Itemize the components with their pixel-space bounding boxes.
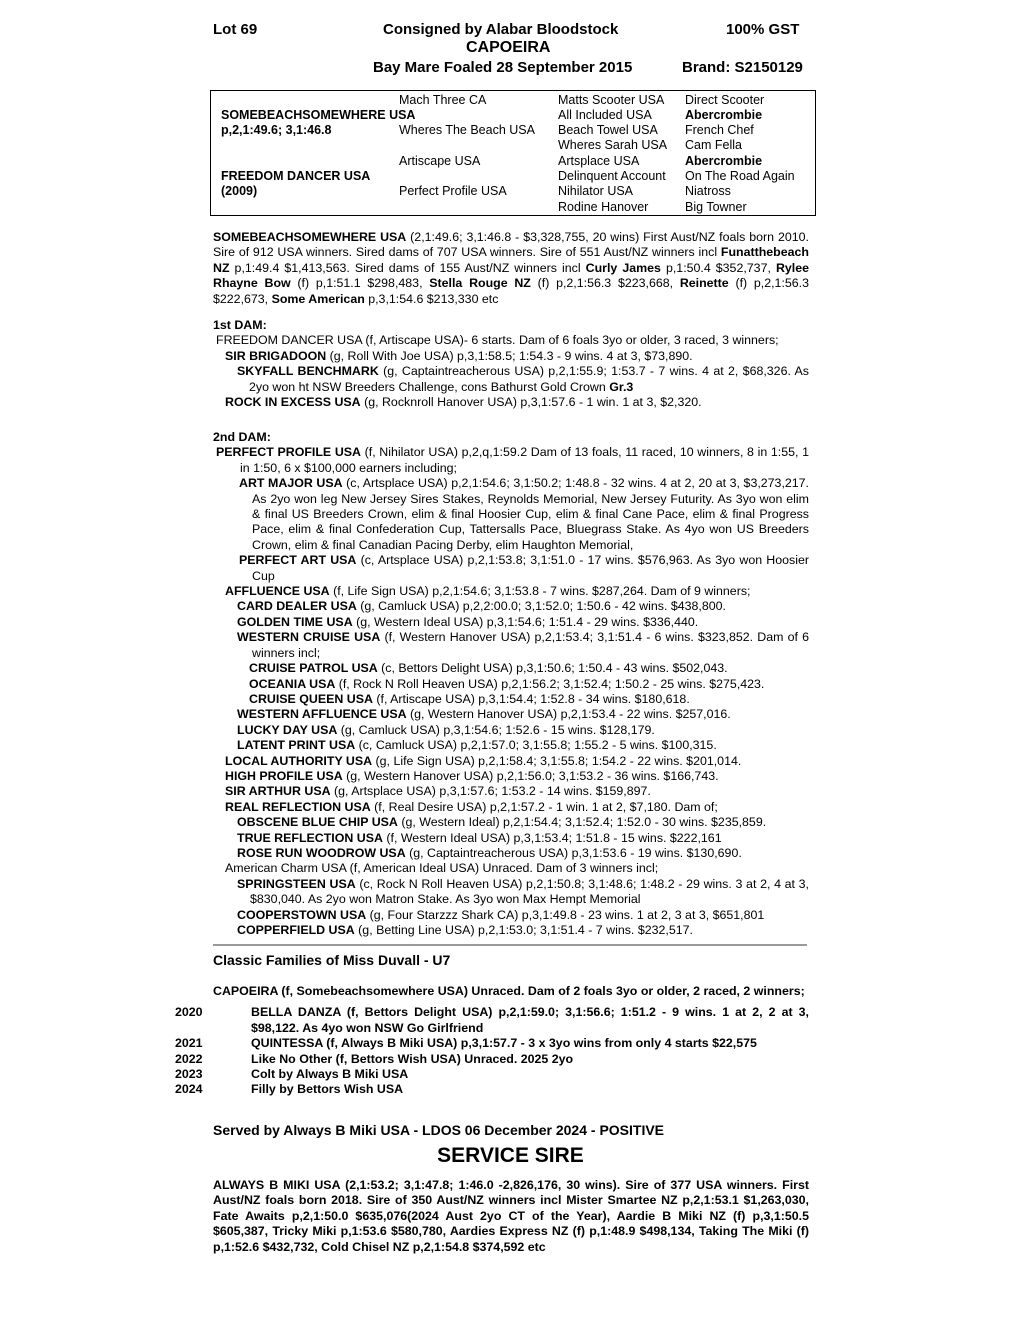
pedigree-g4: Big Towner	[685, 200, 747, 214]
third-gen-foal: TRUE REFLECTION USA (f, Western Ideal USA) p,3,1:53.4; 1:51.8 - 15 wins. $222,161	[237, 830, 722, 845]
second-dam-foal: AFFLUENCE USA (f, Life Sign USA) p,2,1:54.6; 3,1:53.8 - 7 wins. $287,264. Dam of 9 winners;	[225, 584, 751, 599]
second-dam-foal: REAL REFLECTION USA (f, Real Desire USA) p,2,1:57.2 - 1 win. 1 at 2, $7,180. Dam of;	[225, 799, 718, 814]
fourth-gen-foal: OCEANIA USA (f, Rock N Roll Heaven USA) p,2,1:56.2; 3,1:52.4; 1:50.2 - 25 wins. $275,423.	[249, 676, 765, 691]
pedigree-g2: Wheres The Beach USA	[399, 123, 535, 137]
pedigree-g4: Abercrombie	[685, 154, 763, 168]
consignor: Consigned by Alabar Bloodstock	[383, 21, 619, 38]
sire-text: p,1:50.4 $352,737,	[660, 260, 776, 275]
third-gen-foal: ROSE RUN WOODROW USA (g, Captaintreacherous USA) p,3,1:53.6 - 19 wins. $130,690.	[237, 845, 742, 860]
first-dam-intro: FREEDOM DANCER USA (f, Artiscape USA)- 6 starts. Dam of 6 foals 3yo or older, 3 raced, 3 winners;	[216, 333, 779, 348]
sire-text: p,1:49.4 $1,413,563. Sired dams of 155 Aust/NZ winners incl	[229, 260, 586, 275]
family-section	[175, 984, 809, 1098]
third-gen-foal: COOPERSTOWN USA (g, Four Starzzz Shark CA) p,3,1:49.8 - 23 wins. 1 at 2, 3 at 3, $651,801	[237, 907, 765, 922]
third-gen-foal: GOLDEN TIME USA (g, Western Ideal USA) p,3,1:54.6; 1:51.4 - 29 wins. $336,440.	[237, 614, 699, 629]
sire-progeny: Rylee Rhayne Bow	[213, 260, 810, 291]
pedigree-g2: Artiscape USA	[399, 154, 481, 168]
gst-status: 100% GST	[726, 21, 800, 38]
sire-text: p,3,1:54.6 $213,330 etc	[364, 291, 499, 306]
pedigree-sire: SOMEBEACHSOMEWHERE USA	[221, 108, 416, 122]
first-dam-heading: 1st DAM:	[213, 318, 267, 332]
second-dam-foal: HIGH PROFILE USA (g, Western Hanover USA) p,2,1:56.0; 3,1:53.2 - 36 wins. $166,743.	[225, 768, 719, 783]
foal-entry: 2021 QUINTESSA (f, Always B Miki USA) p,3,1:57.7 - 3 x 3yo wins from only 4 starts $22,575	[175, 1036, 757, 1051]
second-dam-foal: LOCAL AUTHORITY USA (g, Life Sign USA) p,2,1:58.4; 3,1:55.8; 1:54.2 - 22 wins. $201,014.	[225, 753, 742, 768]
first-dam-foal: SKYFALL BENCHMARK (g, Captaintreacherous USA) p,2,1:55.9; 1:53.7 - 7 wins. 4 at 2, $68,326. As 2yo won ht NSW Breeders Challenge, cons Bathurst Gold Crown Gr.3	[237, 364, 810, 394]
pedigree-dam-year: (2009)	[221, 184, 258, 198]
family-title: Classic Families of Miss Duvall - U7	[213, 952, 451, 968]
horse-name: CAPOEIRA	[466, 39, 551, 56]
pedigree-g3: Wheres Sarah USA	[558, 138, 668, 152]
sire-progeny: Some American	[271, 291, 365, 306]
second-dam-intro: PERFECT PROFILE USA (f, Nihilator USA) p,2,q,1:59.2 Dam of 13 foals, 11 raced, 10 winners, 8 in 1:55, 1 in 1:50, 6 x $100,000 earners including;	[216, 445, 809, 475]
second-dam-foal: American Charm USA (f, American Ideal USA) Unraced. Dam of 3 winners incl;	[225, 861, 659, 876]
third-gen-foal: LUCKY DAY USA (g, Camluck USA) p,3,1:54.6; 1:52.6 - 15 wins. $128,179.	[237, 722, 655, 737]
first-dam-section	[213, 318, 809, 410]
pedigree-g4: French Chef	[685, 123, 754, 137]
pedigree-g4: Niatross	[685, 184, 731, 198]
second-dam-foal: ART MAJOR USA (c, Artsplace USA) p,2,1:54.6; 3,1:50.2; 1:48.8 - 32 wins. 4 at 2, 20 at 3, $3,273,217. As 2yo won leg New Jersey Sires Stakes, Reynolds Memorial, New Jersey Futurity. As 3yo won elim & final US Breeders Crown, elim & final Hoosier Cup, elim & final Cane Pace, elim & final Progress Pace, elim & final Confederation Cup, Tattersalls Pace, Bluegrass Stake. As 4yo won US Breeders Crown, elim & final Canadian Pacing Derby, elim Haughton Memorial,	[239, 476, 810, 552]
third-gen-foal: SPRINGSTEEN USA (c, Rock N Roll Heaven USA) p,2,1:50.8; 3,1:48.6; 1:48.2 - 29 wins. 3 at 2, 4 at 3, $830,040. As 2yo won Matron Stake. As 3yo won Max Hempt Memorial	[237, 876, 810, 907]
horse-description: Bay Mare Foaled 28 September 2015	[373, 59, 633, 76]
pedigree-g3: Delinquent Account	[558, 169, 666, 183]
section-divider	[213, 944, 807, 946]
third-gen-foal: OBSCENE BLUE CHIP USA (g, Western Ideal) p,2,1:54.4; 3,1:52.4; 1:52.0 - 30 wins. $235,859.	[237, 815, 767, 830]
third-gen-foal: COPPERFIELD USA (g, Betting Line USA) p,2,1:53.0; 3,1:51.4 - 7 wins. $232,517.	[237, 923, 693, 937]
pedigree-g3: All Included USA	[558, 108, 652, 122]
brand-number: Brand: S2150129	[682, 59, 803, 76]
pedigree-g2: Perfect Profile USA	[399, 184, 507, 198]
sire-progeny: Stella Rouge NZ	[429, 276, 531, 291]
service-sire-text: ALWAYS B MIKI USA (2,1:53.2; 3,1:47.8; 1:46.0 -2,826,176, 30 wins). Sire of 377 USA winners. First Aust/NZ foals born 2018. Sire of 350 Aust/NZ winners incl Mister Smartee NZ p,2,1:53.1 $1,263,030, Fate Awaits p,2,1:50.0 $635,076(2024 Aust 2yo CT of the Year), Aardie B Miki NZ (f) p,3,1:50.5 $605,387, Tricky Miki p,1:53.6 $580,780, Aardies Express NZ (f) p,1:48.9 $498,134, Taking The Miki (f) p,1:52.6 $432,732, Cold Chisel NZ p,2,1:54.8 $374,592 etc	[213, 1178, 809, 1254]
pedigree-g4: Cam Fella	[685, 138, 742, 152]
lot-number: Lot 69	[213, 21, 258, 38]
third-gen-foal: CARD DEALER USA (g, Camluck USA) p,2,2:00.0; 3,1:52.0; 1:50.6 - 42 wins. $438,800.	[237, 599, 726, 614]
third-gen-foal: WESTERN CRUISE USA (f, Western Hanover USA) p,2,1:53.4; 3,1:51.4 - 6 wins. $323,852. Dam of 6 winners incl;	[237, 630, 809, 660]
third-gen-foal: LATENT PRINT USA (c, Camluck USA) p,2,1:57.0; 3,1:55.8; 1:55.2 - 5 wins. $100,315.	[237, 738, 717, 753]
pedigree-g3: Beach Towel USA	[558, 123, 658, 137]
pedigree-g3: Matts Scooter USA	[558, 93, 665, 107]
service-sire-heading: SERVICE SIRE	[437, 1144, 584, 1167]
sire-text: (f) p,2,1:56.3 $223,668,	[530, 276, 680, 291]
sire-text: (2,1:49.6; 3,1:46.8 - $3,328,755, 20 wins) First Aust/NZ foals born 2010. Sire of 912 USA winners. Sired dams of 707 USA winners. Sire of 551 Aust/NZ winners incl	[213, 230, 809, 260]
sire-progeny: Funatthebeach NZ	[213, 245, 809, 275]
pedigree-g3: Artsplace USA	[558, 154, 640, 168]
sire-progeny: Reinette	[679, 276, 729, 291]
first-dam-foal: SIR BRIGADOON (g, Roll With Joe USA) p,3,1:58.5; 1:54.3 - 9 wins. 4 at 3, $73,890.	[225, 348, 693, 363]
fourth-gen-foal: CRUISE QUEEN USA (f, Artiscape USA) p,3,1:54.4; 1:52.8 - 34 wins. $180,618.	[249, 691, 690, 706]
mare-entry: CAPOEIRA (f, Somebeachsomewhere USA) Unraced. Dam of 2 foals 3yo or older, 2 raced, 2 winners;	[213, 984, 805, 998]
second-dam-section	[213, 430, 809, 938]
pedigree-g4: Abercrombie	[685, 108, 763, 122]
first-dam-foal: ROCK IN EXCESS USA (g, Rocknroll Hanover USA) p,3,1:57.6 - 1 win. 1 at 3, $2,320.	[225, 395, 702, 410]
foal-entry: 2020 BELLA DANZA (f, Bettors Delight USA) p,2,1:59.0; 3,1:56.6; 1:51.2 - 9 wins. 1 at 2, 2 at 3, $98,122. As 4yo won NSW Go Girlfriend	[175, 1005, 809, 1035]
pedigree-dam: FREEDOM DANCER USA	[221, 169, 371, 183]
foal-entry: 2022 Like No Other (f, Bettors Wish USA) Unraced. 2025 2yo	[175, 1051, 574, 1066]
pedigree-sire-record: p,2,1:49.6; 3,1:46.8	[221, 123, 332, 137]
served-status: Served by Always B Miki USA - LDOS 06 December 2024 - POSITIVE	[213, 1122, 665, 1138]
pedigree-g4: Direct Scooter	[685, 93, 765, 107]
foal-entry: 2024 Filly by Bettors Wish USA	[175, 1082, 404, 1097]
fourth-gen-foal: CRUISE PATROL USA (c, Bettors Delight USA) p,3,1:50.6; 1:50.4 - 43 wins. $502,043.	[249, 661, 728, 676]
sire-text: (f) p,1:51.1 $298,483,	[290, 276, 430, 291]
second-dam-foal: PERFECT ART USA (c, Artsplace USA) p,2,1:53.8; 3,1:51.0 - 17 wins. $576,963. As 3yo won Hoosier Cup	[239, 553, 809, 583]
pedigree-g4: On The Road Again	[685, 169, 795, 183]
pedigree-g3: Rodine Hanover	[558, 200, 649, 214]
pedigree-g3: Nihilator USA	[558, 184, 634, 198]
sire-progeny: Curly James	[585, 260, 661, 275]
second-dam-heading: 2nd DAM:	[213, 430, 271, 444]
sire-text: (f) p,2,1:56.3 $222,673,	[213, 276, 810, 306]
second-dam-foal: SIR ARTHUR USA (g, Artsplace USA) p,3,1:57.6; 1:53.2 - 14 wins. $159,897.	[225, 784, 651, 799]
pedigree-g2: Mach Three CA	[399, 93, 487, 107]
sire-summary	[213, 230, 809, 307]
third-gen-foal: WESTERN AFFLUENCE USA (g, Western Hanover USA) p,2,1:53.4 - 22 wins. $257,016.	[237, 707, 731, 722]
sire-name: SOMEBEACHSOMEWHERE USA	[213, 230, 407, 244]
foal-entry: 2023 Colt by Always B Miki USA	[175, 1067, 409, 1082]
